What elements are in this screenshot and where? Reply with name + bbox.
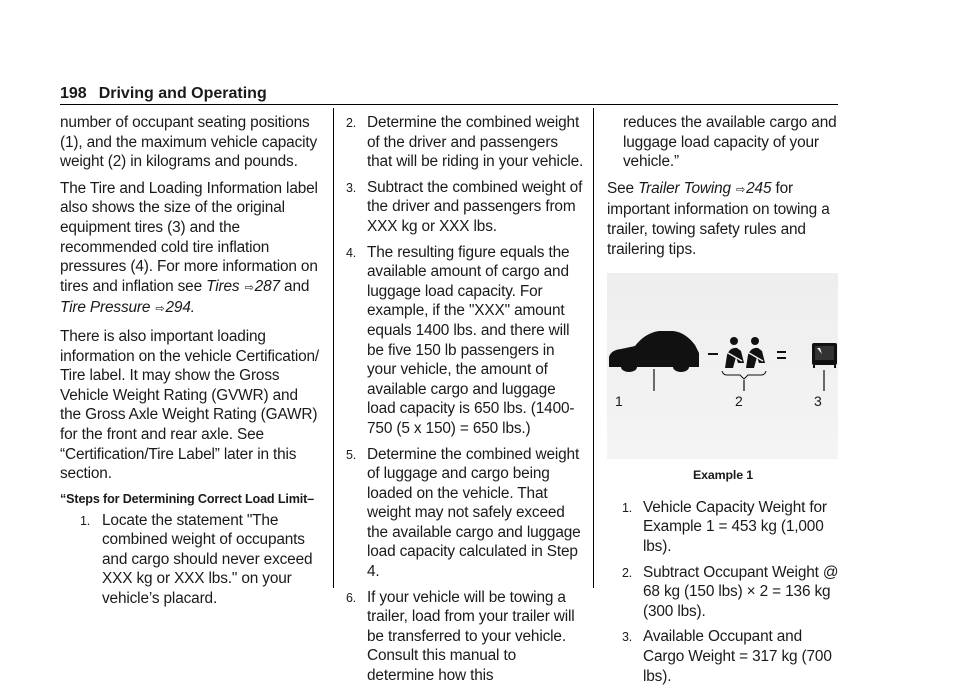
list-text: Available Occupant and Cargo Weight = 317 kg (700 lbs). <box>643 628 832 685</box>
steps-heading: “Steps for Determining Correct Load Limit– <box>60 491 315 506</box>
occupants-icon <box>722 337 766 379</box>
list-item <box>346 113 586 172</box>
list-number: 4. <box>346 245 357 260</box>
figure-illustration <box>607 273 838 459</box>
header-rule <box>60 104 838 105</box>
column-1 <box>60 113 322 615</box>
steps-list-start <box>60 511 322 609</box>
figure-label-1: 1 <box>615 393 623 410</box>
list-text: Determine the combined weight of luggage and cargo being loaded on the vehicle. That weight may not safely exceed the available cargo and luggage load capacity calculated in Step 4. <box>367 445 581 581</box>
paragraph-text: for important information on towing a trailer, towing safety rules and trailering tips. <box>607 179 830 258</box>
section-title: Driving and Operating <box>98 85 267 102</box>
list-number: 3. <box>346 180 357 195</box>
list-number: 5. <box>346 447 357 462</box>
list-number: 2. <box>622 565 633 580</box>
figure-label-3: 3 <box>814 393 822 410</box>
list-number: 3. <box>622 630 633 645</box>
paragraph-trailer-towing <box>607 179 839 259</box>
list-text: Vehicle Capacity Weight for Example 1 = 453 kg (1,000 lbs). <box>643 498 827 555</box>
list-item <box>607 563 839 622</box>
list-text: Determine the combined weight of the driver and passengers that will be riding in your vehicle. <box>367 114 584 171</box>
link-tires[interactable]: Tires <box>206 277 240 295</box>
page-number: 198 <box>60 85 87 102</box>
link-trailer-towing[interactable]: Trailer Towing <box>638 179 731 197</box>
column-3 <box>607 113 839 692</box>
example-list <box>607 498 839 686</box>
column-divider-1 <box>333 108 334 588</box>
step-6-continuation: reduces the available cargo and luggage load capacity of your vehicle.” <box>623 114 837 171</box>
list-text: Locate the statement "The combined weight of occupants and cargo should never exceed XXX kg or XXX lbs." on your vehicle’s placard. <box>102 511 313 608</box>
page-ref-tires[interactable]: 287 <box>254 277 280 295</box>
cargo-luggage-icon <box>812 343 837 368</box>
list-item <box>60 511 322 609</box>
list-number: 1. <box>80 513 91 528</box>
list-number: 1. <box>622 500 633 515</box>
minus-icon <box>708 353 718 355</box>
steps-list <box>346 113 586 686</box>
list-item <box>346 178 586 237</box>
equals-icon <box>777 351 786 359</box>
figure-label-2: 2 <box>735 393 743 410</box>
list-text: Subtract the combined weight of the driver and passengers from XXX kg or XXX lbs. <box>367 178 583 235</box>
paragraph-occupant-positions: number of occupant seating positions (1), and the maximum vehicle capacity weight (2) in kilograms and pounds. <box>60 114 318 171</box>
car-icon <box>609 331 699 372</box>
load-example-figure <box>607 273 838 459</box>
list-number: 2. <box>346 116 357 130</box>
page-ref-arrow-icon: ⇨ <box>155 303 165 316</box>
list-item <box>346 588 586 686</box>
list-item <box>346 243 586 439</box>
list-text: The resulting figure equals the available amount of cargo and luggage load capacity. For example, if the "XXX" amount equals 1400 lbs. and there will be five 150 lb passengers in your vehicle, the amount of available cargo and luggage load capacity is 650 lbs. (1400-750 (5 x 150) = 650 lbs.) <box>367 243 575 437</box>
page-header <box>60 84 267 104</box>
list-number: 6. <box>346 590 357 605</box>
list-text: Subtract Occupant Weight @ 68 kg (150 lbs) × 2 = 136 kg (300 lbs). <box>643 563 839 620</box>
link-tire-pressure[interactable]: Tire Pressure <box>60 299 151 317</box>
figure-caption: Example 1 <box>693 468 753 483</box>
column-divider-2 <box>593 108 594 588</box>
page-ref-trailer-towing[interactable]: 245 <box>746 179 772 197</box>
paragraph-text: The Tire and Loading Information label also shows the size of the original equipment tires (3) and the recommended cold tire inflation pressures (4). For more information on tires and inflation see <box>60 179 318 295</box>
list-item <box>607 627 839 686</box>
page-ref-arrow-icon: ⇨ <box>736 183 746 196</box>
paragraph-text: See <box>607 179 639 197</box>
paragraph-tire-label <box>60 179 322 320</box>
page-ref-arrow-icon: ⇨ <box>244 281 254 294</box>
page-ref-tire-pressure[interactable]: 294. <box>165 299 195 317</box>
list-text: If your vehicle will be towing a trailer, load from your trailer will be transferred to your vehicle. Consult this manual to determine how this <box>367 588 575 685</box>
paragraph-certification-label: There is also important loading information on the vehicle Certification/ Tire label. It may show the Gross Vehicle Weight Rating (GVWR) and the Gross Axle Weight Rating (GAWR) for the front and rear axle. See “Certification/Tire Label” later in this section. <box>60 327 320 483</box>
list-item <box>607 498 839 557</box>
list-item <box>346 445 586 582</box>
paragraph-text: and <box>279 277 310 295</box>
column-2 <box>346 113 586 692</box>
